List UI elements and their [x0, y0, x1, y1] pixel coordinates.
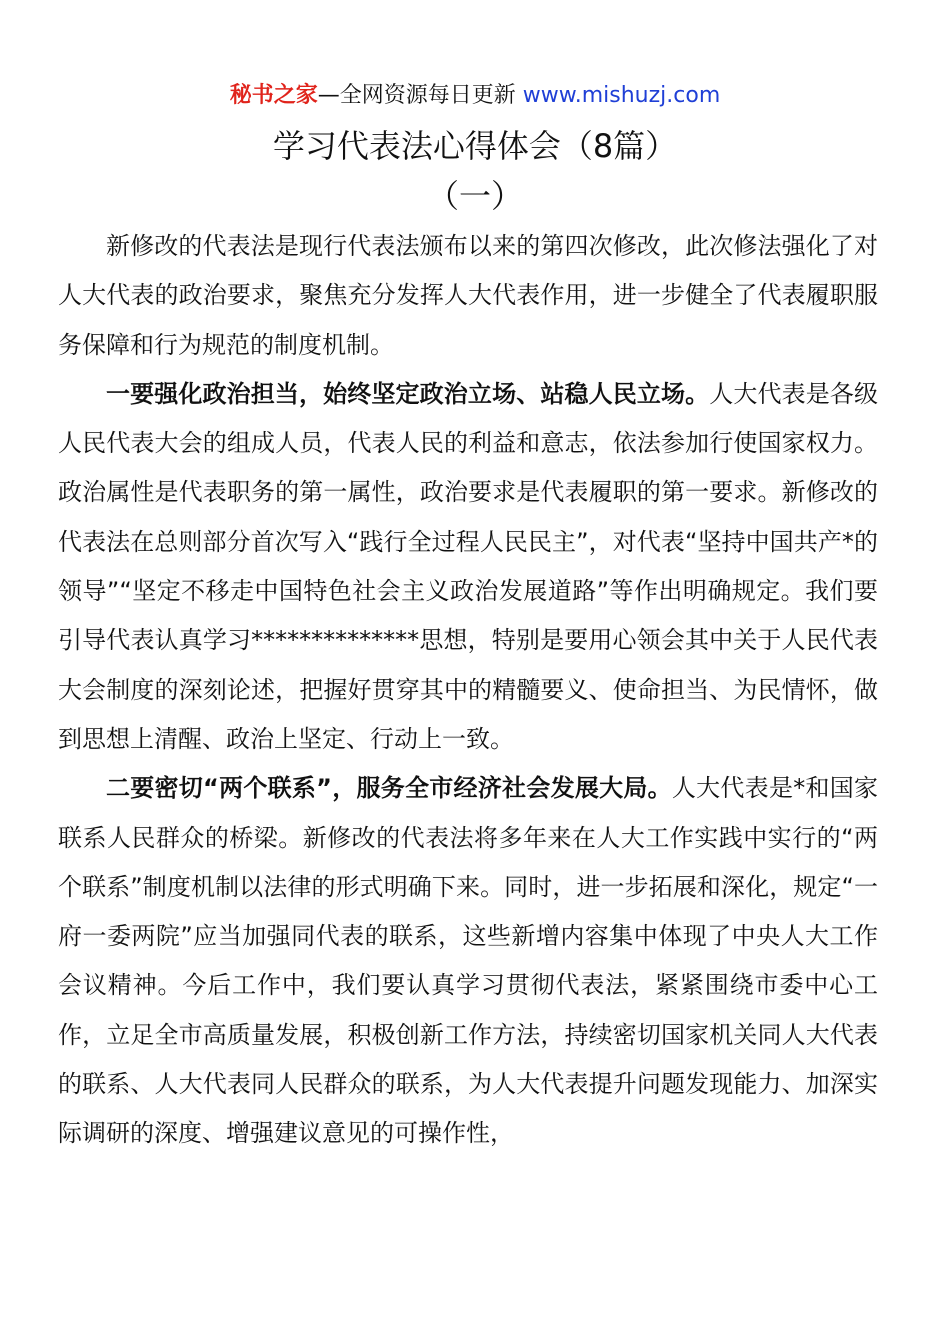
site-header [0, 80, 950, 112]
header-dash: — [317, 83, 340, 108]
site-url-link[interactable]: www.mishuzj.com [522, 83, 721, 108]
header-tagline: 全网资源每日更新 [339, 83, 523, 108]
paragraph-text: 人大代表是*和国家联系人民群众的桥梁。新修改的代表法将多年来在人大工作实践中实行的“两个联系”制度机制以法律的形式明确下来。同时，进一步拓展和深化，规定“一府一委两院”应当加强同代表的联系，这些新增内容集中体现了中央人大工作会议精神。今后工作中，我们要认真学习贯彻代表法，紧紧围绕市委中心工作，立足全市高质量发展，积极创新工作方法，持续密切国家机关同人大代表的联系、人大代表同人民群众的联系，为人大代表提升问题发现能力、加深实际调研的深度、增强建议意见的可操作性， [58, 774, 879, 1148]
paragraph-point-one [58, 370, 878, 764]
paragraph-text: 人大代表是各级人民代表大会的组成人员，代表人民的利益和意志，依法参加行使国家权力。政治属性是代表职务的第一属性，政治要求是代表履职的第一要求。新修改的代表法在总则部分首次写入“践行全过程人民民主”，对代表“坚持中国共产*的领导”“坚定不移走中国特色社会主义政治发展道路”等作出明确规定。我们要引导代表认真学习**************思想，特别是要用心领会其中关于人民代表大会制度的深刻论述，把握好贯穿其中的精髓要义、使命担当、为民情怀，做到思想上清醒、政治上坚定、行动上一致。 [58, 379, 879, 753]
section-heading: （一） [426, 177, 523, 215]
paragraph-text: 新修改的代表法是现行代表法颁布以来的第四次修改，此次修法强化了对人大代表的政治要求，聚焦充分发挥人大代表作用，进一步健全了代表履职服务保障和行为规范的制度机制。 [58, 232, 878, 359]
document-body [58, 222, 878, 1159]
paragraph-point-two [58, 764, 878, 1158]
paragraph-lead: 二要密切“两个联系”，服务全市经济社会发展大局。 [106, 774, 672, 803]
document-title: 学习代表法心得体会（8篇） [272, 127, 678, 165]
paragraph-lead: 一要强化政治担当，始终坚定政治立场、站稳人民立场。 [106, 379, 710, 408]
paragraph-intro [58, 222, 878, 370]
brand-name: 秘书之家 [229, 83, 318, 108]
